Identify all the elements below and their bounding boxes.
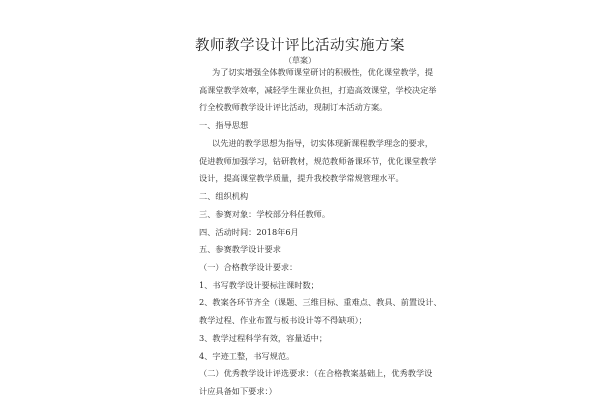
paragraph-line: 行全校教师教学设计评比活动，现制订本活动方案。: [199, 102, 388, 113]
list-item: 1、书写教学设计要标注课时数；: [199, 279, 319, 290]
section-heading: 五、参赛教学设计要求: [199, 244, 281, 255]
subsection-heading-continuation: 计应具备如下要求：）: [199, 386, 277, 396]
paragraph-line: 促进教师加强学习，钻研教材，规范教师备课环节，优化课堂教学: [199, 155, 437, 166]
paragraph-line: 设计，提高课堂教学质量，提升我校教学常规管理水平。: [199, 173, 404, 184]
section-heading: 四、活动时间：2018年6月: [199, 226, 299, 237]
paragraph-line: 高课堂教学效率，减轻学生课业负担，打造高效课堂，学校决定举: [199, 84, 437, 95]
subsection-heading: （二）优秀教学设计评选要求：（在合格教案基础上，优秀教学设: [199, 368, 433, 379]
document-title: 教师教学设计评比活动实施方案: [195, 38, 405, 54]
list-item: 4、字迹工整，书写规范。: [199, 350, 295, 361]
list-item-continuation: 教学过程、作业布置与板书设计等不得缺项）；: [199, 315, 367, 326]
list-item: 2、教案各环节齐全（课题、三维目标、重难点、教具、前置设计、: [199, 297, 442, 308]
paragraph-line: 以先进的教学思想为指导，切实体现新课程教学理念的要求，: [212, 137, 434, 148]
section-heading: 一、指导思想: [199, 120, 249, 131]
section-heading: 二、组织机构: [199, 191, 249, 202]
section-heading: 三、参赛对象：学校部分科任教师。: [199, 208, 331, 219]
subsection-heading: （一）合格教学设计要求：: [199, 261, 298, 272]
list-item: 3、教学过程科学有效，容量适中；: [199, 332, 328, 343]
paragraph-line: 为了切实增强全体教师课堂研讨的积极性，优化课堂教学，提: [212, 67, 434, 77]
document-subtitle: （草案）: [284, 56, 316, 65]
